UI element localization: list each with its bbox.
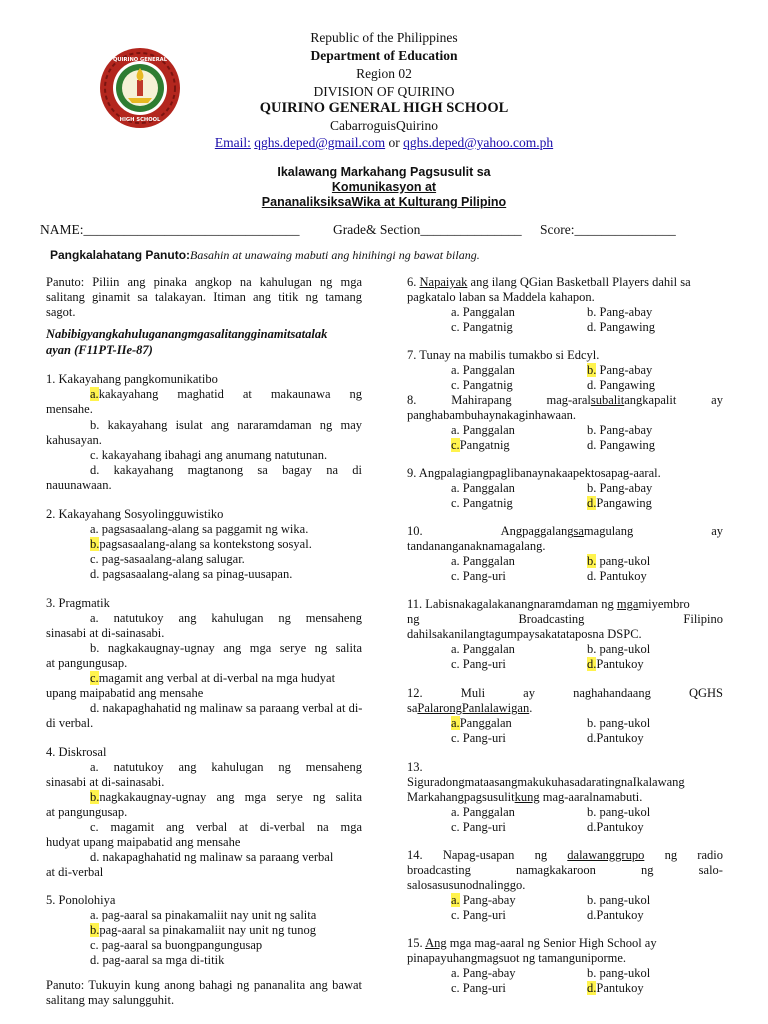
q15-underlined: Ang bbox=[425, 936, 447, 950]
q8-underlined: subalit bbox=[590, 393, 625, 407]
q3-stem: 3. Pragmatik bbox=[46, 596, 110, 610]
header-country: Republic of the Philippines bbox=[310, 30, 458, 45]
q3-option-b[interactable]: b. nagkakaugnay-ugnay ang mga serye ng salita bbox=[90, 641, 362, 655]
q12-stem: 12. Muli ay naghahandaang QGHS bbox=[407, 686, 723, 700]
q6-option-c[interactable]: c. Pangatnig bbox=[451, 320, 513, 334]
q6-stem: 6. Napaiyak ang ilang QGian Basketball Players dahil sa bbox=[407, 275, 691, 289]
exam-title-line3: PananaliksiksaWika at Kulturang Pilipino bbox=[261, 195, 507, 209]
q11-stem-line3: dahilsakanilangtagumpaysakatataposna DSPC. bbox=[407, 627, 642, 641]
q9-option-d[interactable]: d.Pangawing bbox=[587, 496, 652, 510]
competency-line1: Nabibigyangkahuluganangmgasalitangginamitsatalak bbox=[46, 327, 328, 341]
q4-stem: 4. Diskrosal bbox=[46, 745, 107, 759]
q8-c-letter: c. bbox=[451, 438, 460, 452]
q15-option-a[interactable]: a. Pang-abay bbox=[451, 966, 516, 980]
q7-option-d[interactable]: d. Pangawing bbox=[587, 378, 656, 392]
q11-option-c[interactable]: c. Pang-uri bbox=[451, 657, 506, 671]
header-division: DIVISION OF QUIRINO bbox=[313, 84, 455, 99]
q11-option-d[interactable]: d.Pantukoy bbox=[587, 657, 644, 671]
field-score[interactable]: Score:_______________ bbox=[540, 222, 676, 237]
q4-option-c-cont: hudyat upang maipabatid ang mensahe bbox=[46, 835, 241, 849]
general-instruction-label: Pangkalahatang Panuto: bbox=[50, 248, 191, 262]
q14-underlined: dalawanggrupo bbox=[567, 848, 645, 862]
q2-option-d[interactable]: d. pagsasaalang-alang sa pinag-uusapan. bbox=[90, 567, 293, 581]
q11-option-a[interactable]: a. Panggalan bbox=[451, 642, 515, 656]
q10-option-a[interactable]: a. Panggalan bbox=[451, 554, 515, 568]
q6-option-b[interactable]: b. Pang-abay bbox=[587, 305, 653, 319]
q13-option-c[interactable]: c. Pang-uri bbox=[451, 820, 506, 834]
field-name[interactable]: NAME:________________________________ bbox=[40, 222, 300, 237]
q3-option-d[interactable]: d. nakapaghahatid ng malinaw sa paraang verbal at di- bbox=[90, 701, 363, 715]
q5-option-d[interactable]: d. pag-aaral sa mga di-titik bbox=[90, 953, 225, 967]
q8-option-b[interactable]: b. Pang-abay bbox=[587, 423, 653, 437]
q10-b-letter: b. bbox=[587, 554, 597, 568]
q8-option-a[interactable]: a. Panggalan bbox=[451, 423, 515, 437]
q1-option-a-cont: mensahe. bbox=[46, 402, 93, 416]
exam-title-line1: Ikalawang Markahang Pagsusulit sa bbox=[277, 165, 491, 179]
q12-option-c[interactable]: c. Pang-uri bbox=[451, 731, 506, 745]
q7-b-letter: b. bbox=[587, 363, 597, 377]
q5-option-b[interactable]: b.pag-aaral sa pinakamaliit nay unit ng tunog bbox=[90, 923, 316, 937]
q1-stem: 1. Kakayahang pangkomunikatibo bbox=[46, 372, 218, 386]
header-location: CabarroguisQuirino bbox=[330, 118, 438, 133]
field-grade-section[interactable]: Grade& Section_______________ bbox=[333, 222, 522, 237]
q6-option-a[interactable]: a. Panggalan bbox=[451, 305, 515, 319]
q12-underlined: PalarongPanlalawigan bbox=[417, 701, 530, 715]
panuto-2: Panuto: Tukuyin kung anong bahagi ng pananalita ang bawat salitang may salungguhit. bbox=[46, 978, 362, 1008]
q15-d-letter: d. bbox=[587, 981, 597, 995]
q8-option-d[interactable]: d. Pangawing bbox=[587, 438, 656, 452]
q6-option-d[interactable]: d. Pangawing bbox=[587, 320, 656, 334]
q14-option-b[interactable]: b. pang-ukol bbox=[587, 893, 651, 907]
q13-option-d[interactable]: d.Pantukoy bbox=[587, 820, 644, 834]
q14-stem-line2: broadcasting namagkakaroon ng salo- bbox=[407, 863, 723, 877]
q12-option-b[interactable]: b. pang-ukol bbox=[587, 716, 651, 730]
q14-option-c[interactable]: c. Pang-uri bbox=[451, 908, 506, 922]
header-school: QUIRINO GENERAL HIGH SCHOOL bbox=[259, 100, 509, 116]
q12-stem-cont: saPalarongPanlalawigan. bbox=[407, 701, 533, 715]
email-label: Email: bbox=[214, 135, 251, 150]
q15-option-b[interactable]: b. pang-ukol bbox=[587, 966, 651, 980]
q4-option-b-cont: at pangungusap. bbox=[46, 805, 128, 819]
q10-stem: 10. Angpaggalangsamagulang ay bbox=[407, 524, 723, 538]
q8-stem: 8. Mahirapang mag-aralsubalitangkapalit ay bbox=[407, 393, 723, 407]
q14-option-d[interactable]: d.Pantukoy bbox=[587, 908, 644, 922]
q11-stem-line2: ng Broadcasting Filipino bbox=[407, 612, 723, 626]
q1-option-b[interactable]: b. kakayahang isulat ang nararamdaman ng may bbox=[90, 418, 362, 432]
q4-option-d[interactable]: d. nakapaghahatid ng malinaw sa paraang verbal bbox=[90, 850, 334, 864]
q1-a-letter: a. bbox=[90, 387, 99, 401]
exam-title-line2: Komunikasyon at bbox=[331, 180, 437, 194]
header-region: Region 02 bbox=[356, 66, 412, 81]
q10-option-c[interactable]: c. Pang-uri bbox=[451, 569, 506, 583]
q7-option-b[interactable]: b. Pang-abay bbox=[587, 363, 653, 377]
q13-option-a[interactable]: a. Panggalan bbox=[451, 805, 515, 819]
q4-option-a-cont: sinasabi at di-sainasabi. bbox=[46, 775, 165, 789]
header-email-line bbox=[0, 135, 768, 151]
q3-option-a-cont: sinasabi at di-sainasabi. bbox=[46, 626, 165, 640]
q11-d-letter: d. bbox=[587, 657, 597, 671]
q14-stem: 14. Napag-usapan ng dalawanggrupo ng radio bbox=[407, 848, 723, 862]
q12-option-d[interactable]: d.Pantukoy bbox=[587, 731, 644, 745]
q15-option-d[interactable]: d.Pantukoy bbox=[587, 981, 644, 995]
q1-option-c[interactable]: c. kakayahang ibahagi ang anumang natutunan. bbox=[90, 448, 328, 462]
q11-underlined: mga bbox=[616, 597, 639, 611]
q3-option-c-cont: upang maipabatid ang mensahe bbox=[46, 686, 204, 700]
q13-stem: SiguradongmataasangmakukuhasadaratingnaIkalawang bbox=[407, 775, 685, 789]
q2-stem: 2. Kakayahang Sosyolingguwistiko bbox=[46, 507, 224, 521]
q2-option-c[interactable]: c. pag-sasaalang-alang salugar. bbox=[90, 552, 245, 566]
header-department: Department of Education bbox=[310, 48, 458, 63]
q3-option-a[interactable]: a. natutukoy ang kahulugan ng mensaheng bbox=[90, 611, 362, 625]
q3-option-d-cont: di verbal. bbox=[46, 716, 94, 730]
q9-d-letter: d. bbox=[587, 496, 597, 510]
q4-option-d-cont: at di-verbal bbox=[46, 865, 104, 879]
q9-option-a[interactable]: a. Panggalan bbox=[451, 481, 515, 495]
q15-stem: 15. Ang mga mag-aaral ng Senior High School ay bbox=[407, 936, 657, 950]
panuto-1: Panuto: Piliin ang pinaka angkop na kahulugan ng mga salitang ginamit sa talakayan. Itiman ang titik ng tamang sagot. bbox=[46, 275, 362, 320]
q6-underlined: Napaiyak bbox=[419, 275, 468, 289]
q10-option-d[interactable]: d. Pantukoy bbox=[587, 569, 647, 583]
competency-line2: ayan (F11PT-IIe-87) bbox=[46, 343, 153, 357]
general-instruction-text: Basahin at unawaing mabuti ang hinihingi ng bawat bilang. bbox=[190, 248, 480, 262]
q9-stem: 9. Angpalagiangpaglibanaynakaapektosapag-aaral. bbox=[407, 466, 661, 480]
q14-option-a[interactable]: a. Pang-abay bbox=[451, 893, 516, 907]
q4-option-a[interactable]: a. natutukoy ang kahulugan ng mensaheng bbox=[90, 760, 362, 774]
q15-stem-cont: pinapayuhangmagsuot ng tamanguniporme. bbox=[407, 951, 627, 965]
q6-stem-cont: pagkatalo laban sa Maddela kahapon. bbox=[407, 290, 595, 304]
q1-option-b-cont: kahusayan. bbox=[46, 433, 102, 447]
email-link-gmail[interactable]: qghs.deped@gmail.com bbox=[254, 135, 386, 150]
q13-option-b[interactable]: b. pang-ukol bbox=[587, 805, 651, 819]
q5-stem: 5. Ponolohiya bbox=[46, 893, 116, 907]
q3-c-letter: c. bbox=[90, 671, 99, 685]
q2-option-a[interactable]: a. pagsasaalang-alang sa paggamit ng wika. bbox=[90, 522, 309, 536]
q3-option-c[interactable]: c.magamit ang verbal at di-verbal na mga hudyat bbox=[90, 671, 336, 685]
email-link-yahoo[interactable]: qghs.deped@yahoo.com.ph bbox=[403, 135, 554, 150]
q4-b-letter: b. bbox=[90, 790, 100, 804]
q8-option-c[interactable]: c.Pangatnig bbox=[451, 438, 510, 452]
q13-num: 13. bbox=[407, 760, 423, 774]
q1-option-a[interactable]: a.kakayahang maghatid at makaunawa ng bbox=[90, 387, 362, 401]
q11-stem: 11. Labisnakagalakanangnaramdaman ng mgamiyembro bbox=[407, 597, 690, 611]
q13-stem-cont: Markahangpagsusulitkung mag-aaralnamabuti. bbox=[407, 790, 643, 804]
svg-text:HIGH SCHOOL: HIGH SCHOOL bbox=[119, 117, 161, 123]
q7-option-c[interactable]: c. Pangatnig bbox=[451, 378, 513, 392]
q1-option-d[interactable]: d. kakayahang magtanong sa bagay na di bbox=[90, 463, 362, 477]
q4-option-b[interactable]: b.nagkakaugnay-ugnay ang mga serye ng salita bbox=[90, 790, 362, 804]
q15-option-c[interactable]: c. Pang-uri bbox=[451, 981, 506, 995]
q12-option-a[interactable]: a.Panggalan bbox=[451, 716, 512, 730]
q14-a-letter: a. bbox=[451, 893, 460, 907]
q2-b-letter: b. bbox=[90, 537, 100, 551]
q7-option-a[interactable]: a. Panggalan bbox=[451, 363, 515, 377]
q4-option-c[interactable]: c. magamit ang verbal at di-verbal na mga bbox=[90, 820, 362, 834]
q5-option-a[interactable]: a. pag-aaral sa pinakamaliit nay unit ng salita bbox=[90, 908, 317, 922]
q9-option-b[interactable]: b. Pang-abay bbox=[587, 481, 653, 495]
q14-stem-line3: salosasusunodnalinggo. bbox=[407, 878, 526, 892]
q9-underlined: nakaapektosapag-aaral bbox=[543, 466, 658, 480]
q10-stem-cont: tandananganaknamagalang. bbox=[407, 539, 546, 553]
q9-option-c[interactable]: c. Pangatnig bbox=[451, 496, 513, 510]
q8-stem-cont: panghabambuhaynakaginhawaan. bbox=[407, 408, 577, 422]
general-instruction bbox=[50, 248, 480, 263]
q2-option-b[interactable]: b.pagsasaalang-alang sa kontekstong sosyal. bbox=[90, 537, 312, 551]
q11-option-b[interactable]: b. pang-ukol bbox=[587, 642, 651, 656]
q5-b-letter: b. bbox=[90, 923, 100, 937]
q13-underlined: kung bbox=[514, 790, 540, 804]
email-or: or bbox=[388, 135, 400, 150]
q12-a-letter: a. bbox=[451, 716, 460, 730]
q1-option-d-cont: nauunawaan. bbox=[46, 478, 112, 492]
svg-text:QUIRINO GENERAL: QUIRINO GENERAL bbox=[112, 57, 168, 63]
q5-option-c[interactable]: c. pag-aaral sa buongpangungusap bbox=[90, 938, 263, 952]
q10-underlined: sa bbox=[573, 524, 584, 538]
q7-stem: 7. Tunay na mabilis tumakbo si Edcyl. bbox=[407, 348, 600, 362]
q3-option-b-cont: at pangungusap. bbox=[46, 656, 128, 670]
q10-option-b[interactable]: b. pang-ukol bbox=[587, 554, 651, 568]
